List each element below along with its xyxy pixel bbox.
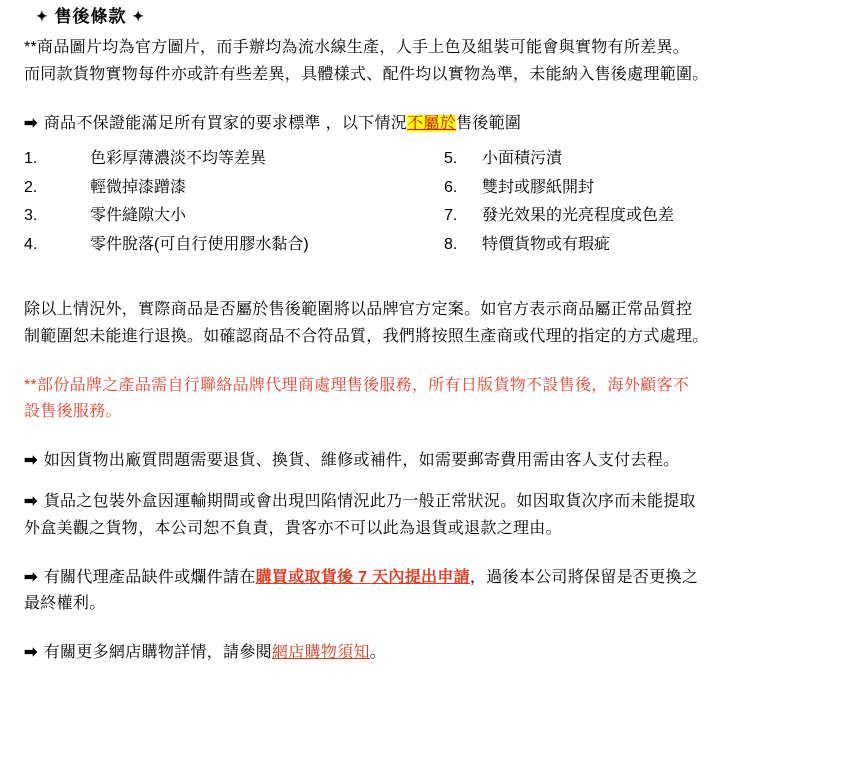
red-notice-line-1: **部份品牌之產品需自行聯絡品牌代理商處理售後服務，所有日版貨物不設售後，海外顧客不	[24, 376, 690, 394]
bullet-claim-line-2: 最終權利。	[24, 595, 106, 613]
spacer	[24, 366, 848, 374]
spacer	[24, 633, 848, 641]
list-item	[24, 176, 444, 201]
red-notice-line-2: 設售後服務。	[24, 403, 122, 421]
spacer	[24, 104, 848, 112]
list-item-label: 特價貨物或有瑕疵	[482, 236, 611, 254]
exclusion-notice-highlight: 不屬於	[407, 114, 456, 132]
bullet-packaging-line-2: 外盒美觀之貨物，本公司恕不負責，貴客亦不可以此為退貨或退款之理由。	[24, 519, 562, 537]
spacer	[24, 276, 848, 290]
list-item-label: 小面積污漬	[482, 149, 563, 167]
arrow-icon: ➡	[24, 114, 38, 132]
list-item-number: 4.	[24, 236, 38, 254]
shopping-guide-link[interactable]: 網店購物須知	[271, 644, 370, 662]
bullet-packaging-text-1: 貨品之包裝外盒因運輸期間或會出現凹陷情況此乃一般正常狀況。如因取貨次序而未能提取	[43, 492, 696, 510]
arrow-icon: ➡	[24, 452, 38, 470]
spacer	[24, 619, 848, 633]
bullet-more-info-before: 有關更多網店購物詳情，請參閱	[43, 644, 272, 662]
arrow-icon: ➡	[24, 492, 38, 510]
page-title	[36, 4, 848, 30]
arrow-icon: ➡	[24, 568, 38, 586]
bullet-more-info-after: 。	[369, 644, 387, 662]
exclusion-notice	[24, 112, 848, 137]
exclusion-list-left-column	[24, 147, 444, 262]
list-item-number: 5.	[444, 149, 458, 167]
list-item-label: 零件脫落(可自行使用膠水黏合)	[90, 236, 309, 254]
list-item-label: 雙封或膠紙開封	[482, 178, 595, 196]
bullet-more-info	[24, 641, 848, 666]
list-item-label: 色彩厚薄濃淡不均等差異	[90, 149, 267, 167]
spacer	[24, 476, 848, 490]
list-item	[444, 204, 844, 229]
bullet-claim-after: ，過後本公司將保留是否更換之	[469, 568, 699, 586]
policy-line-2: 制範圍恕未能進行退換。如確認商品不合符品質，我們將按照生產商或代理的指定的方式處理。	[24, 327, 709, 345]
bullet-shipping	[24, 449, 848, 474]
bullet-claim-line-1	[24, 566, 848, 591]
list-item-label: 輕微掉漆蹭漆	[90, 178, 187, 196]
list-item-label: 發光效果的光亮程度或色差	[482, 207, 675, 225]
exclusion-list-right-column	[444, 147, 844, 262]
spacer	[24, 441, 848, 449]
list-item-number: 8.	[444, 236, 458, 254]
exclusion-notice-before: 商品不保證能滿足所有買家的要求標準 ，以下情況	[43, 114, 408, 132]
spacer	[24, 90, 848, 104]
bullet-claim-before: 有關代理產品缺件或爛件請在	[43, 568, 256, 586]
spacer	[24, 262, 848, 276]
list-item-number: 3.	[24, 207, 38, 225]
bullet-packaging-line-1	[24, 490, 848, 515]
intro-line-2: 而同款貨物實物每件亦或許有些差異，具體樣式、配件均以實物為準，未能納入售後處理範圍。	[24, 66, 709, 84]
spacer	[24, 558, 848, 566]
spacer	[24, 352, 848, 366]
list-item	[24, 204, 444, 229]
ornament-left-icon: ✦	[36, 8, 49, 24]
list-item	[24, 233, 444, 258]
intro-line-1: **商品圖片均為官方圖片，而手辦均為流水線生產，人手上色及組裝可能會與實物有所差異。	[24, 39, 690, 57]
list-item	[444, 233, 844, 258]
ornament-right-icon: ✦	[132, 8, 145, 24]
spacer	[24, 427, 848, 441]
page-title-text: 售後條款	[54, 7, 127, 26]
bullet-shipping-text: 如因貨物出廠質問題需要退貨、換貨、維修或補件，如需要郵寄費用需由客人支付去程。	[43, 452, 680, 470]
list-item-label: 零件縫隙大小	[90, 207, 187, 225]
list-item	[444, 176, 844, 201]
arrow-icon: ➡	[24, 644, 38, 662]
list-item	[444, 147, 844, 172]
spacer	[24, 290, 848, 298]
exclusion-notice-after: 售後範圍	[455, 114, 522, 132]
list-item-number: 6.	[444, 178, 458, 196]
exclusion-list	[24, 147, 848, 262]
policy-line-1: 除以上情況外，實際商品是否屬於售後範圍將以品牌官方定案。如官方表示商品屬正常品質控	[24, 300, 693, 318]
bullet-claim-emphasis: 購買或取貨後 7 天內提出申請	[255, 568, 470, 586]
spacer	[24, 544, 848, 558]
list-item-number: 7.	[444, 207, 458, 225]
list-item	[24, 147, 444, 172]
list-item-number: 2.	[24, 178, 38, 196]
list-item-number: 1.	[24, 149, 38, 167]
